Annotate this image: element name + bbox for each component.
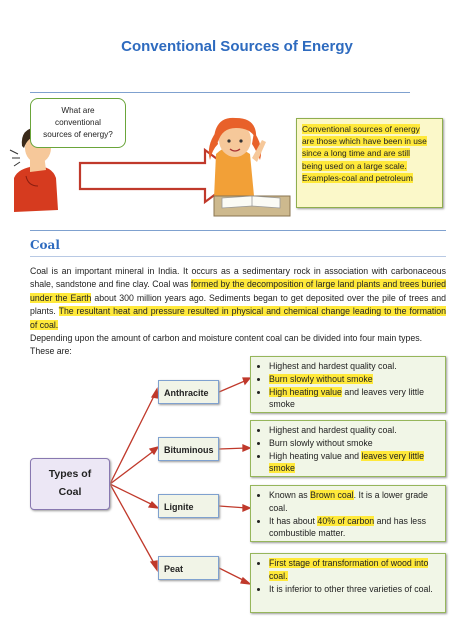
- info-bullet: • Burn slowly without smoke: [269, 437, 441, 450]
- info-bullet: [269, 515, 441, 541]
- bubble-line: What are: [61, 106, 95, 115]
- highlighted-text: The resultant heat and pressure resulted in physical and chemical change leading to the formation of coal.: [30, 306, 446, 330]
- lignite-box: Lignite: [158, 494, 219, 518]
- types-intro-paragraph: Depending upon the amount of carbon and moisture content coal can be divided into four main types. These are:: [30, 333, 423, 357]
- info-bullet: [269, 557, 441, 583]
- bituminous-info: [250, 420, 446, 477]
- types-box-line: Coal: [58, 486, 82, 498]
- types-box-line: Types of: [48, 468, 92, 480]
- highlighted-text: Burn slowly without smoke: [269, 373, 373, 384]
- bituminous-box: Bituminous: [158, 437, 219, 461]
- section-heading: Coal: [30, 238, 60, 252]
- lignite-info: [250, 485, 446, 542]
- bullet-text: and has less combustible matter.: [269, 515, 426, 539]
- paragraph-text: about 300 million years ago. Sediments began to get deposited over the pile of trees and plants.: [30, 292, 446, 317]
- definition-line: are those which have been in use: [302, 136, 427, 147]
- paragraph-text: Coal is an important mineral in India. It occurs as a sedimentary rock in association with carbonaceous shale, sandstone and fine clay. Coal was: [30, 266, 446, 290]
- info-bullet: [269, 386, 441, 412]
- coal-paragraph: [30, 265, 446, 332]
- highlighted-text: First stage of transformation of wood into coal.: [269, 558, 429, 581]
- definition-line: Conventional sources of energy: [302, 124, 420, 134]
- bullet-text: It has about: [269, 515, 318, 526]
- info-bullet: • Highest and hardest quality coal.: [269, 424, 441, 437]
- highlighted-text: leaves very little smoke: [269, 450, 425, 474]
- highlighted-text: High heating value: [269, 386, 342, 397]
- info-bullet: [269, 450, 441, 476]
- anthracite-box: Anthracite: [158, 380, 219, 404]
- peat-info: [250, 553, 446, 613]
- definition-line: Examples-coal and petroleum: [302, 172, 413, 183]
- bullet-text: High heating value and: [269, 450, 362, 461]
- definition-line: since a long time and are still: [302, 148, 410, 159]
- definition-box: [296, 118, 443, 208]
- bullet-text: Known as: [269, 490, 311, 500]
- highlighted-text: 40% of carbon: [317, 515, 375, 526]
- info-bullet: [269, 489, 441, 515]
- info-bullet: [269, 373, 441, 386]
- highlighted-text: Brown coal: [310, 490, 354, 500]
- info-bullet: • It is inferior to other three varieties of coal.: [269, 583, 441, 596]
- question-bubble: [30, 98, 126, 148]
- highlighted-text: formed by the decomposition of large land plants and trees buried under the Earth: [30, 279, 446, 303]
- definition-line: being used on a large scale.: [302, 160, 407, 171]
- bubble-line: sources of energy?: [43, 130, 113, 139]
- anthracite-info: [250, 356, 446, 413]
- reading-girl-illustration: [209, 118, 290, 216]
- peat-box: Peat: [158, 556, 219, 580]
- tree-connectors: [110, 378, 250, 584]
- bullet-text: and leaves very little smoke: [269, 386, 425, 410]
- info-bullet: • Highest and hardest quality coal.: [269, 360, 441, 373]
- bubble-line: conventional: [55, 118, 101, 127]
- types-of-coal-box: [30, 458, 110, 510]
- page-title: Conventional Sources of Energy: [121, 38, 353, 55]
- bullet-text: . It is a lower grade coal.: [269, 490, 428, 513]
